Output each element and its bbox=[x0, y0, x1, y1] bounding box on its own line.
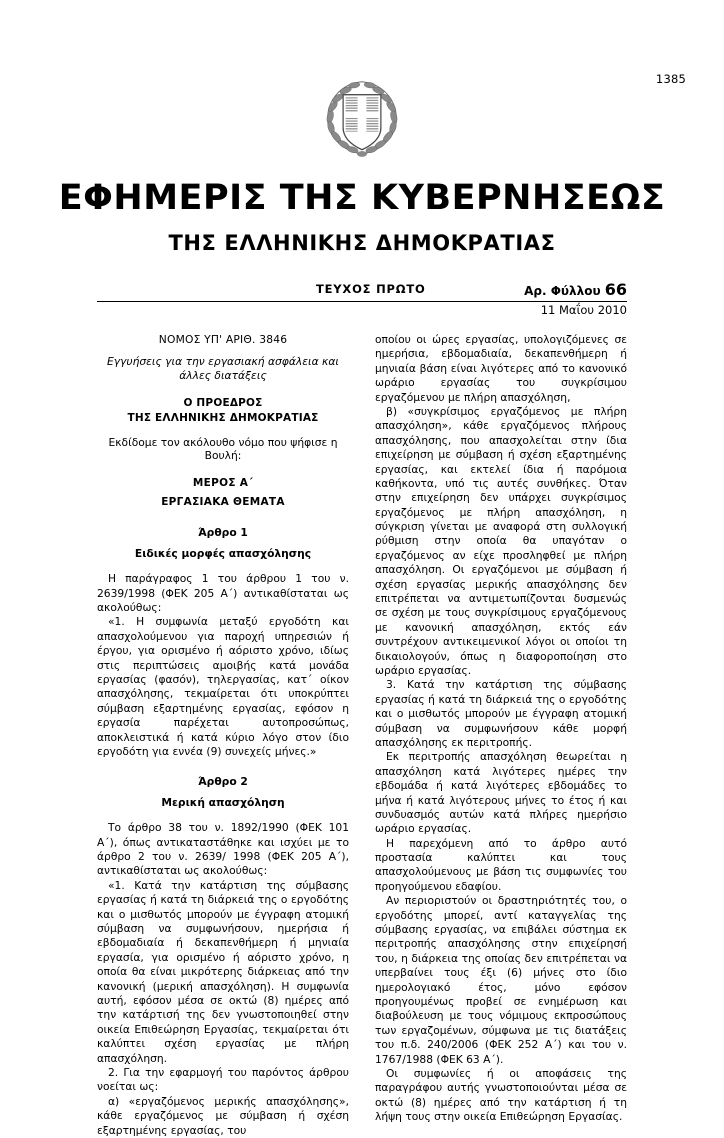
article-2-paragraph-1: «1. Κατά την κατάρτιση της σύμβασης εργασίας ή κατά τη διάρκειά της ο εργοδότης και ο μισθωτός μπορούν με έγγραφη ατομική σύμβαση να συμφωνήσουν, ημερήσια ή εβδομαδιαία ή δεκαπενθήμερη ή μηνιαία εργασία, για ορισμένο ή αόριστο χρόνο, η οποία θα είναι μικρότερης διάρκειας από την κανονική (μερική απασχόληση). Η συμφωνία αυτή, εφόσον μέσα σε οκτώ (8) ημέρες από την κατάρτισή της δεν γνωστοποιηθεί στην οικεία Επιθεώρηση Εργασίας, τεκμαίρεται ότι καλύπτει σχέση εργασίας με πλήρη απασχόληση. bbox=[97, 878, 349, 1065]
law-number: ΝΟΜΟΣ ΥΠ' ΑΡΙΘ. 3846 bbox=[158, 333, 288, 346]
article-1-heading: Άρθρο 1 bbox=[198, 526, 248, 540]
president-block bbox=[97, 396, 349, 425]
part-heading: ΜΕΡΟΣ Α΄ bbox=[192, 477, 254, 490]
issue-number-value: 66 bbox=[604, 280, 627, 299]
right-paragraph-b: β) «συγκρίσιμος εργαζόμενος με πλήρη απασχόληση», κάθε εργαζόμενος πλήρους απασχόλησης, που απασχολείται στην ίδια επιχείρηση με σύμβαση ή σχέση εξαρτημένης εργασίας, και εκτελεί ίδια ή παρόμοια καθήκοντα, υπό τις αυτές συνθήκες. Όταν στην επιχείρηση δεν υπάρχει συγκρίσιμος εργαζόμενος με πλήρη απασχόληση, η σύγκριση γίνεται με αναφορά στη συλλογική ρύθμιση στην οποία θα υπαγόταν ο εργαζόμενος αν είχε προσληφθεί με πλήρη απασχόληση. Οι εργαζόμενοι με σύμβαση ή σχέση εργασίας μερικής απασχόλησης δεν επιτρέπεται να αντιμετωπίζονται δυσμενώς σε σχέση με τους συγκρίσιμους εργαζόμενους με κανονική απασχόληση, εκτός εάν συντρέχουν αντικειμενικοί λόγοι οι οποίοι τη δικαιολογούν, όπως η διαφοροποίηση στο ωράριο εργασίας. bbox=[375, 404, 627, 677]
header-rule bbox=[97, 301, 627, 302]
article-1-paragraph-1: «1. Η συμφωνία μεταξύ εργοδότη και απασχολούμενου για παροχή υπηρεσιών ή έργου, για ορισμένο ή αόριστο χρόνο, ιδίως στις περιπτώσεις αμοιβής κατά μονάδα εργασίας (φασόν), τηλεργασίας, κατ΄ οίκον απασχόλησης, τεκμαίρεται ότι υποκρύπτει σύμβαση εξαρτημένης εργασίας, εφόσον η εργασία παρέχεται αυτοπροσώπως, αποκλειστικά ή κατά κύριο λόγο στον ίδιο εργοδότη για εννέα (9) συνεχείς μήνες.» bbox=[97, 615, 349, 758]
issue-bar bbox=[97, 282, 627, 322]
article-2-paragraph-2a: α) «εργαζόμενος μερικής απασχόλησης», κάθε εργαζόμενος με σύμβαση ή σχέση εξαρτημένης εργασίας, του bbox=[97, 1094, 349, 1137]
issue-number-group bbox=[524, 280, 627, 299]
issue-number-label: Αρ. Φύλλου bbox=[524, 284, 601, 298]
right-paragraph-5: Η παρεχόμενη από το άρθρο αυτό προστασία καλύπτει και τους απασχολούμενους με βάση τις συμφωνίες του προηγούμενου εδαφίου. bbox=[375, 836, 627, 893]
part-subheading: ΕΡΓΑΣΙΑΚΑ ΘΕΜΑΤΑ bbox=[161, 496, 285, 509]
article-2-paragraph-2: 2. Για την εφαρμογή του παρόντος άρθρου νοείται ως: bbox=[97, 1065, 349, 1094]
body-columns bbox=[97, 333, 627, 1138]
law-title: Εγγυήσεις για την εργασιακή ασφάλεια και άλλες διατάξεις bbox=[106, 355, 340, 383]
article-1-subheading: Ειδικές μορφές απασχόλησης bbox=[134, 547, 312, 561]
article-2-intro: Το άρθρο 38 του ν. 1892/1990 (ΦΕΚ 101 Α΄), όπως αντικαταστάθηκε και ισχύει με το άρθρο 2 του ν. 2639/ 1998 (ΦΕΚ 205 Α΄), αντικαθίσταται ως ακολούθως: bbox=[97, 821, 349, 878]
right-paragraph-continuation-a: οποίου οι ώρες εργασίας, υπολογιζόμενες σε ημερήσια, εβδομαδιαία, δεκαπενθήμερη ή μηνιαία βάση είναι λιγότερες από το κανονικό ωράριο εργασίας του συγκρίσιμου εργαζόμενου με πλήρη απασχόληση, bbox=[375, 333, 627, 404]
right-paragraph-4: Εκ περιτροπής απασχόληση θεωρείται η απασχόληση κατά λιγότερες ημέρες την εβδομάδα ή κατά λιγότερες εβδομάδες το μήνα ή κατά λιγότερους μήνες το έτος ή και συνδυασμός αυτών κατά πλήρες ημερήσιο ωράριο εργασίας. bbox=[375, 750, 627, 836]
issue-series: ΤΕΥΧΟΣ ΠΡΩΤΟ bbox=[315, 282, 426, 296]
right-paragraph-3: 3. Κατά την κατάρτιση της σύμβασης εργασίας ή κατά τη διάρκειά της ο εργοδότης και ο μισθωτός μπορούν με έγγραφη ατομική σύμβαση να συμφωνήσουν κάθε μορφή απασχόλησης εκ περιτροπής. bbox=[375, 678, 627, 749]
article-2-heading: Άρθρο 2 bbox=[198, 775, 248, 789]
page-number: 1385 bbox=[655, 72, 686, 86]
gazette-title: ΕΦΗΜΕΡΙΣ ΤΗΣ ΚΥΒΕΡΝΗΣΕΩΣ bbox=[58, 178, 666, 218]
right-paragraph-7: Οι συμφωνίες ή οι αποφάσεις της παραγράφου αυτής γνωστοποιούνται μέσα σε οκτώ (8) ημέρες από την κατάρτιση ή τη λήψη τους στην οικεία Επιθεώρηση Εργασίας. bbox=[375, 1066, 627, 1124]
president-line-1: Ο ΠΡΟΕΔΡΟΣ bbox=[183, 397, 263, 410]
president-line-2: ΤΗΣ ΕΛΛΗΝΙΚΗΣ ΔΗΜΟΚΡΑΤΙΑΣ bbox=[127, 411, 319, 424]
masthead bbox=[0, 180, 724, 255]
left-column bbox=[97, 333, 349, 1138]
article-2-subheading: Μερική απασχόληση bbox=[161, 796, 285, 810]
issue-date: 11 Μαΐου 2010 bbox=[540, 303, 627, 317]
right-column bbox=[375, 333, 627, 1138]
right-paragraph-6: Αν περιοριστούν οι δραστηριότητές του, ο εργοδότης μπορεί, αντί καταγγελίας της σύμβασης εργασίας, να επιβάλει σύστημα εκ περιτροπής απασχόλησης στην επιχείρησή του, η διάρκεια της οποίας δεν επιτρέπεται να υπερβαίνει τους έξι (6) μήνες στο ίδιο ημερολογιακό έτος, μόνο εφόσον προηγουμένως προβεί σε ενημέρωση και διαβούλευση με τους νόμιμους εκπροσώπους των εργαζομένων, σύμφωνα με τις διατάξεις του π.δ. 240/2006 (ΦΕΚ 252 Α΄) και του ν. 1767/1988 (ΦΕΚ 63 Α΄). bbox=[375, 894, 627, 1066]
enactment-line: Εκδίδομε τον ακόλουθο νόμο που ψήφισε η Βουλή: bbox=[108, 436, 338, 463]
emblem-container bbox=[0, 74, 724, 160]
greek-coat-of-arms-icon bbox=[319, 74, 405, 160]
gazette-subtitle: ΤΗΣ ΕΛΛΗΝΙΚΗΣ ΔΗΜΟΚΡΑΤΙΑΣ bbox=[168, 230, 556, 255]
article-1-intro: Η παράγραφος 1 του άρθρου 1 του ν. 2639/1998 (ΦΕΚ 205 Α΄) αντικαθίσταται ως ακολούθως: bbox=[97, 572, 349, 614]
